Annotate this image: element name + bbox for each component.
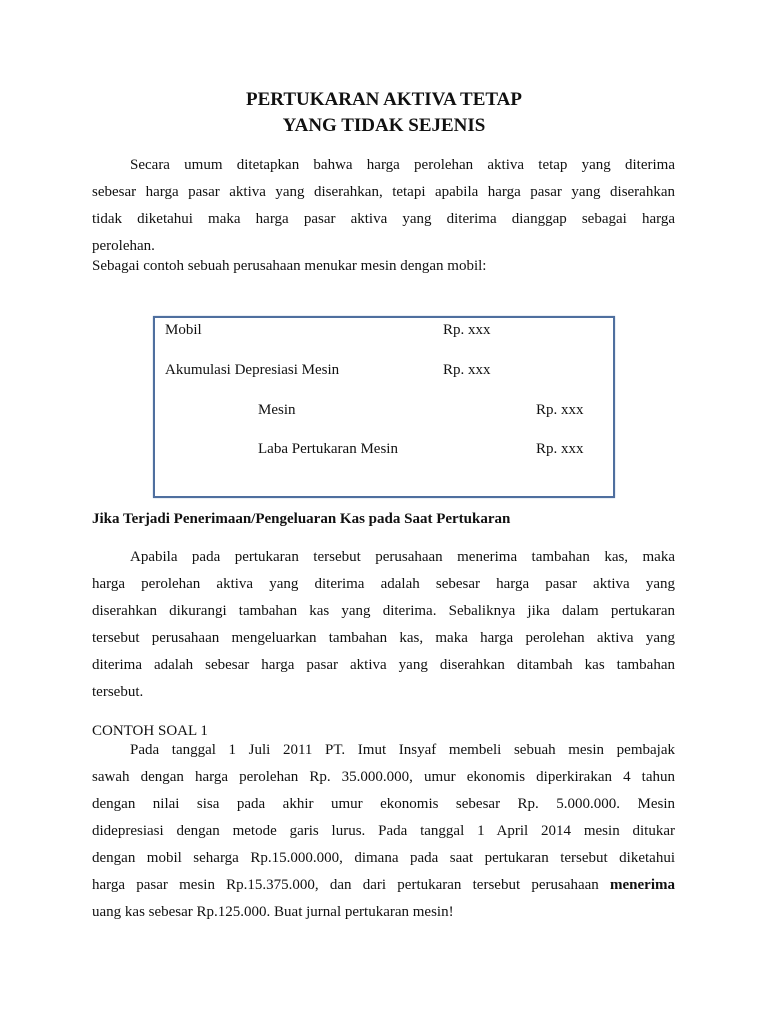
journal-account: Mesin: [258, 402, 296, 418]
para3-line-text: harga pasar mesin Rp.15.375.000, dan dari pertukaran tersebut perusahaan: [92, 877, 599, 893]
para3-line: uang kas sebesar Rp.125.000. Buat jurnal pertukaran mesin!: [92, 904, 454, 920]
para2-line: diterima adalah sebesar harga pasar aktiva yang diserahkan ditambah kas tambahan: [92, 657, 675, 673]
title-line-2: YANG TIDAK SEJENIS: [282, 115, 486, 136]
journal-account: Mobil: [165, 322, 202, 338]
journal-debit: Rp. xxx: [443, 362, 491, 378]
para3-line: dengan nilai sisa pada akhir umur ekonomis sebesar Rp. 5.000.000. Mesin: [92, 796, 675, 812]
journal-debit: Rp. xxx: [443, 322, 491, 338]
journal-credit: Rp. xxx: [536, 441, 584, 457]
example-intro: Sebagai contoh sebuah perusahaan menukar mesin dengan mobil:: [92, 258, 487, 274]
para1-line: sebesar harga pasar aktiva yang diserahkan, tetapi apabila harga pasar yang diserahkan: [92, 184, 675, 200]
para1-line: Secara umum ditetapkan bahwa harga perolehan aktiva tetap yang diterima: [130, 157, 675, 173]
para3-line: Pada tanggal 1 Juli 2011 PT. Imut Insyaf membeli sebuah mesin pembajak: [130, 742, 675, 758]
title-line-1: PERTUKARAN AKTIVA TETAP: [246, 89, 522, 110]
para2-line: Apabila pada pertukaran tersebut perusahaan menerima tambahan kas, maka: [130, 549, 675, 565]
journal-credit: Rp. xxx: [536, 402, 584, 418]
para3-line: didepresiasi dengan metode garis lurus. Pada tanggal 1 April 2014 mesin ditukar: [92, 823, 675, 839]
journal-account: Laba Pertukaran Mesin: [258, 441, 398, 457]
para2-line: harga perolehan aktiva yang diterima adalah sebesar harga pasar aktiva yang: [92, 576, 675, 592]
journal-account: Akumulasi Depresiasi Mesin: [165, 362, 340, 378]
para3-line: [92, 875, 675, 895]
section-heading: Jika Terjadi Penerimaan/Pengeluaran Kas pada Saat Pertukaran: [92, 511, 511, 527]
para1-line: perolehan.: [92, 238, 155, 254]
para2-line: diserahkan dikurangi tambahan kas yang diterima. Sebaliknya jika dalam pertukaran: [92, 603, 675, 619]
emphasis-menerima: menerima: [610, 877, 676, 893]
para1-line: tidak diketahui maka harga pasar aktiva yang diterima dianggap sebagai harga: [92, 211, 675, 227]
para2-line: tersebut perusahaan mengeluarkan tambahan kas, maka harga perolehan aktiva yang: [92, 630, 675, 646]
para2-line: tersebut.: [92, 684, 144, 700]
para3-line: sawah dengan harga perolehan Rp. 35.000.000, umur ekonomis diperkirakan 4 tahun: [92, 769, 675, 785]
para3-line: dengan mobil seharga Rp.15.000.000, dimana pada saat pertukaran tersebut diketahui: [92, 850, 675, 866]
example-title: CONTOH SOAL 1: [92, 723, 208, 739]
